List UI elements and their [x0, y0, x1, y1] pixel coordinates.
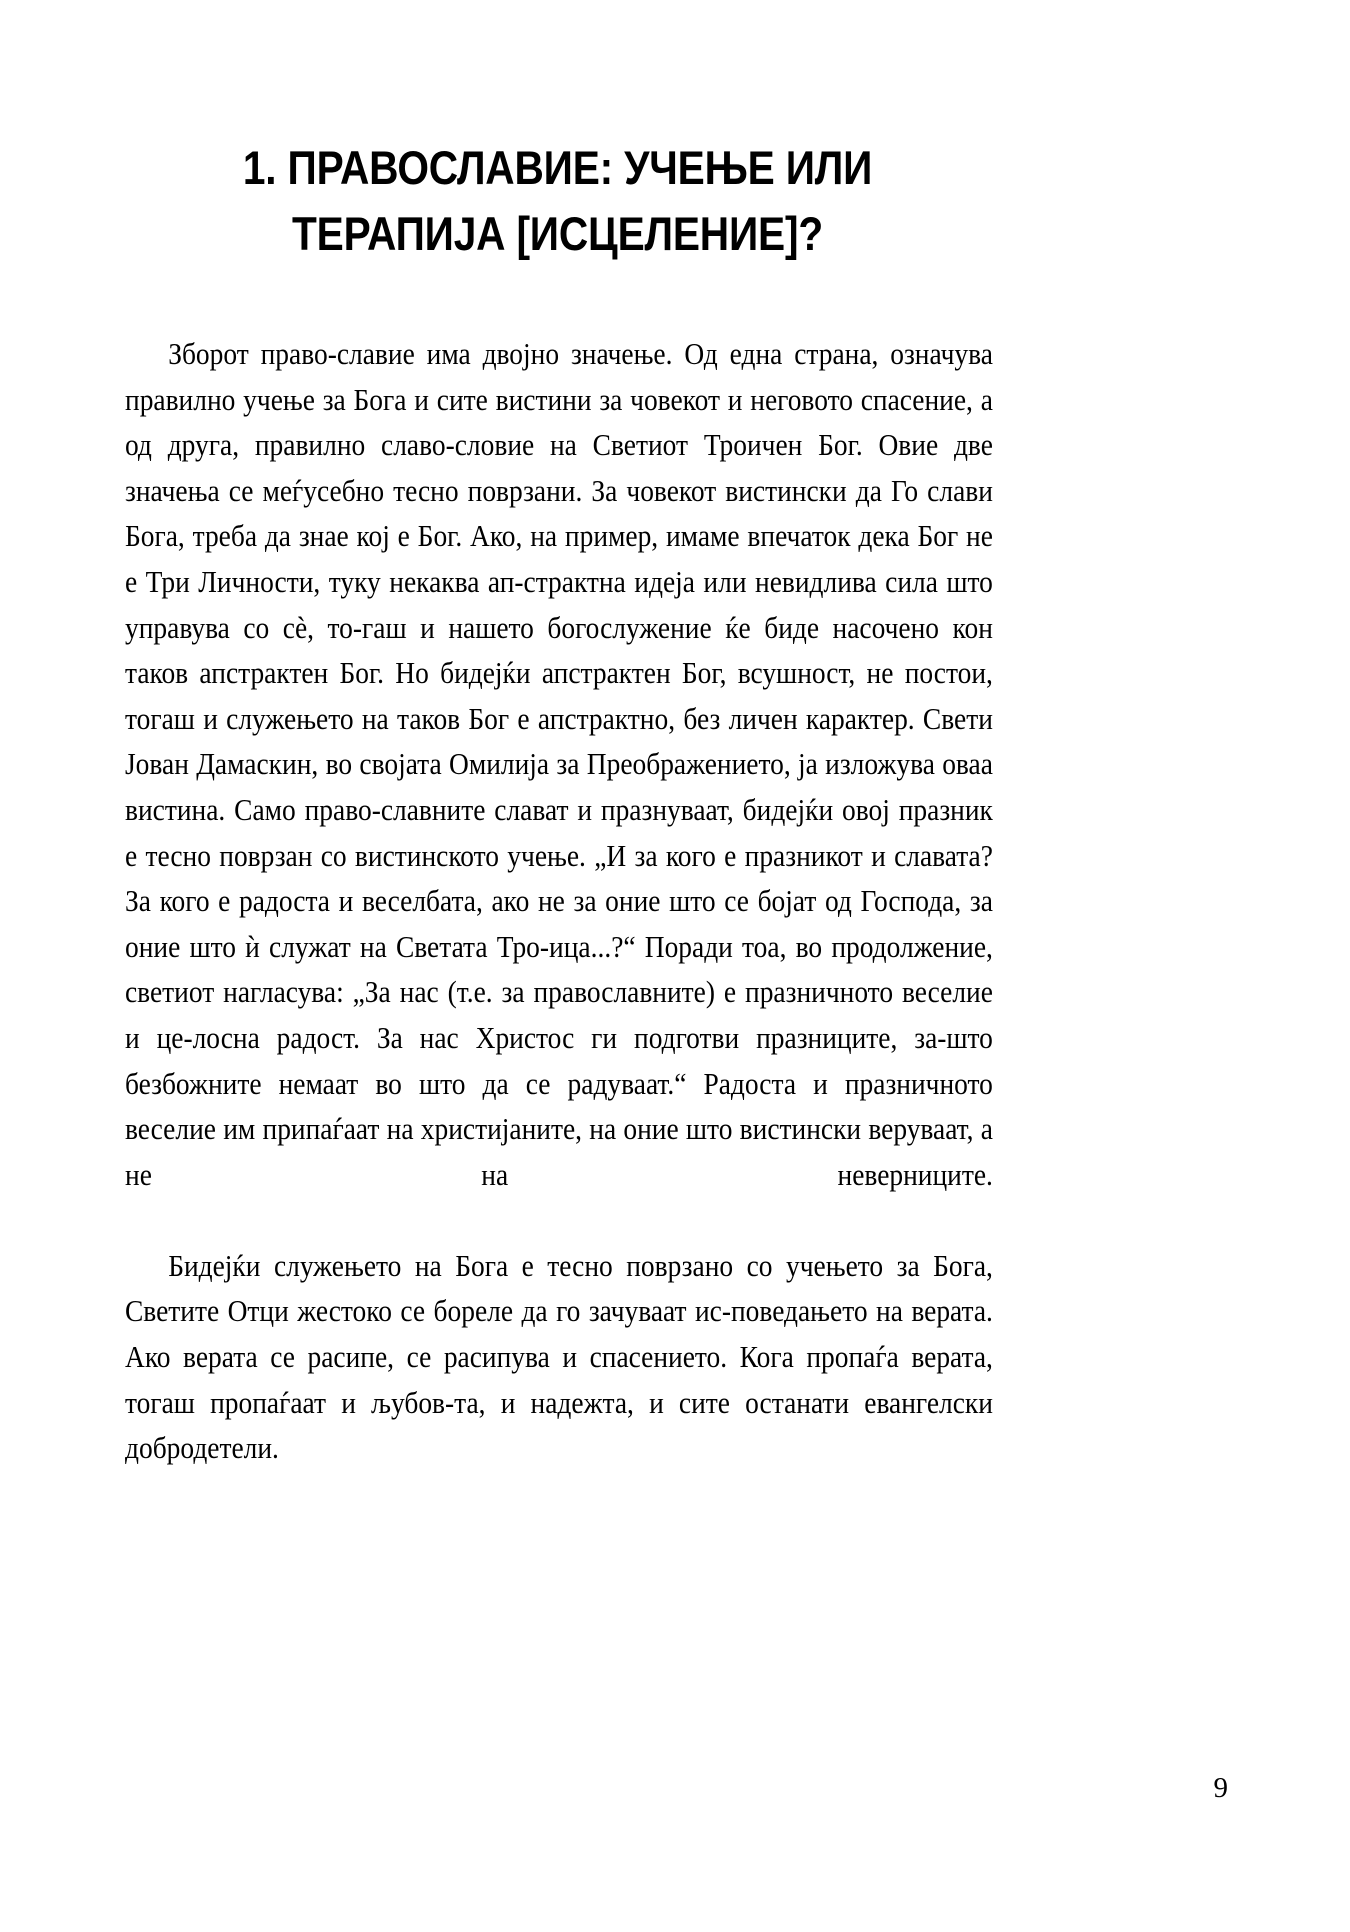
page-title: 1. ПРАВОСЛАВИЕ: УЧЕЊЕ ИЛИ ТЕРАПИЈА [ИСЦЕЛЕНИЕ]?: [242, 141, 873, 261]
paragraph: Бидејќи служењето на Бога е тесно поврзано со учењето за Бога, Светите Отци жестоко се бореле да го зачуваат ис-поведањето на верата. Ако верата се расипе, се расипува и спасението. Кога пропаѓа верата, тогаш пропаѓаат и љубов-та, и надежта, и сите останати евангелски добродетели.: [125, 1248, 993, 1466]
page-number: 9: [1213, 1772, 1228, 1804]
paragraph: Зборот право-славие има двојно значење. Од една страна, означува правилно учење за Бога и сите вистини за човекот и неговото спасение, а од друга, правилно славо-словие на Светиот Троичен Бог. Овие две значења се меѓусебно тесно поврзани. За човекот вистински да Го слави Бога, треба да знае кој е Бог. Ако, на пример, имаме впечаток дека Бог не е Три Личности, туку некаква ап-страктна идеја или невидлива сила што управува со сѐ, то-гаш и нашето богослужение ќе биде насочено кон таков апстрактен Бог. Но бидејќи апстрактен Бог, всушност, не постои, тогаш и служењето на таков Бог е апстрактно, без личен карактер. Свети Јован Дамаскин, во својата Омилија за Преображението, ја изложува оваа вистина. Само право-славните слават и празнуваат, бидејќи овој празник е тесно поврзан со вистинското учење. „И за кого е празникот и славата? За кого е радоста и веселбата, ако не за оние што се бојат од Господа, за оние што ѝ служат на Светата Тро-ица...?“ Поради тоа, во продолжение, светиот нагласува: „За нас (т.е. за православните) е празничното веселие и це-лосна радост. За нас Христос ги подготви празниците, за-што безбожните немаат во што да се радуваат.“ Радоста и празничното веселие им припаѓаат на христијаните, на оние што вистински веруваат, а не на неверниците.: [125, 337, 993, 1192]
body-text-block: [125, 332, 993, 1517]
